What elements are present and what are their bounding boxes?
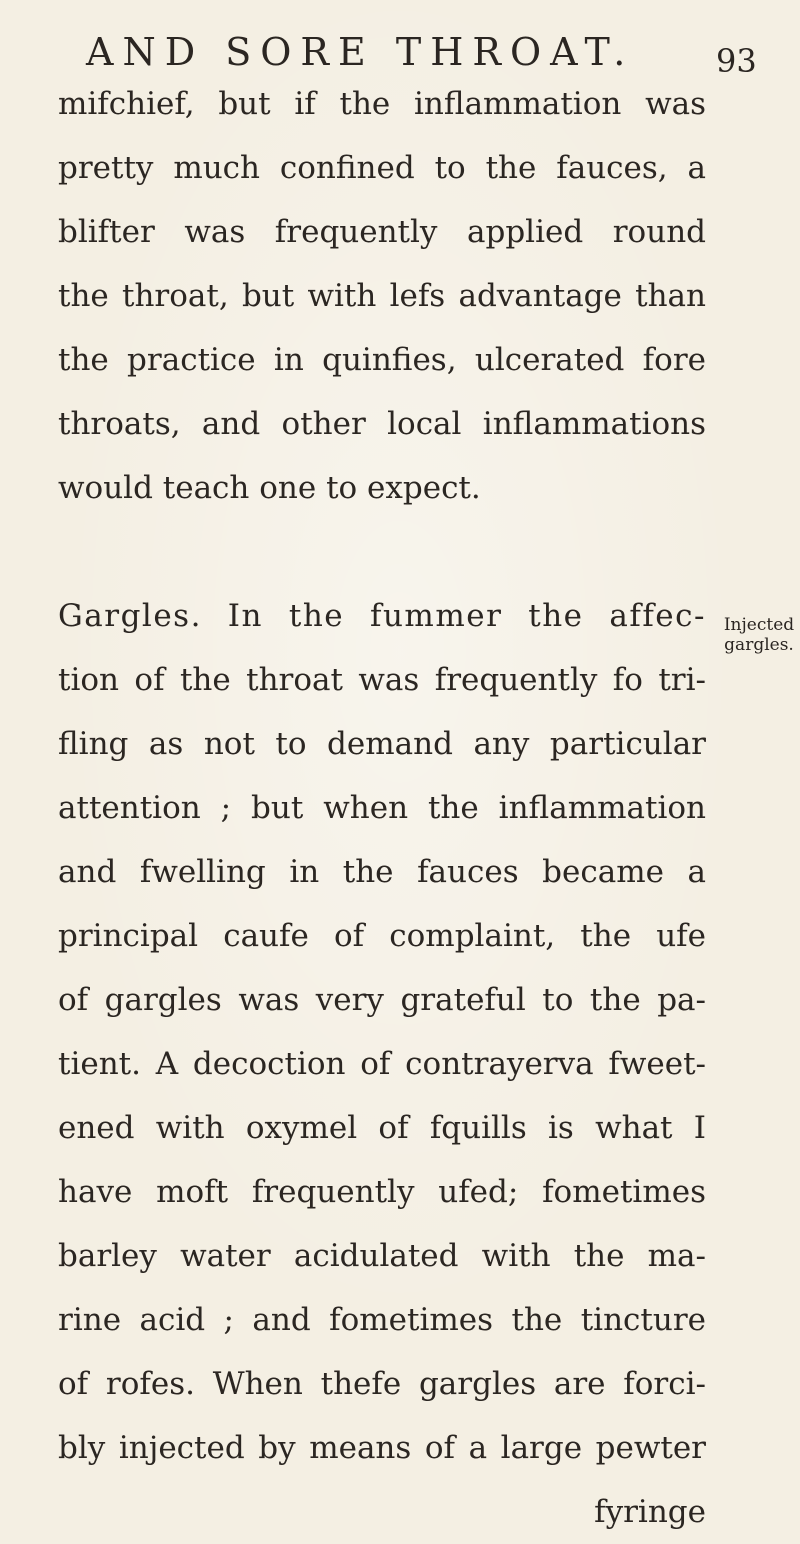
margin-note [720, 615, 798, 655]
text-line: barley water acidulated with the ma- [58, 1238, 706, 1274]
body-text [58, 72, 706, 1544]
text-line: of gargles was very grateful to the pa- [58, 982, 706, 1018]
margin-note-line: gargles. [724, 635, 794, 655]
catchword: fyringe [594, 1494, 706, 1530]
running-head: AND SORE THROAT. [86, 30, 635, 74]
text-line: and fwelling in the fauces became a [58, 854, 706, 890]
text-line: blifter was frequently applied round [58, 214, 706, 250]
text-line: rine acid ; and fometimes the tincture [58, 1302, 706, 1338]
text-line: would teach one to expect. [58, 470, 481, 506]
text-line: pretty much confined to the fauces, a [58, 150, 706, 186]
text-line: the practice in quinfies, ulcerated fore [58, 342, 706, 378]
margin-note-line: Injected [723, 615, 795, 635]
paragraph-break [58, 520, 706, 584]
text-line: tient. A decoction of contrayerva fweet- [58, 1046, 706, 1082]
text-line: have moft frequently ufed; fometimes [58, 1174, 706, 1210]
text-line: principal caufe of complaint, the ufe [58, 918, 706, 954]
text-line: the throat, but with lefs advantage than [58, 278, 706, 314]
text-line: bly injected by means of a large pewter [58, 1430, 706, 1466]
text-line: of rofes. When thefe gargles are forci- [58, 1366, 706, 1402]
text-line: fling as not to demand any particular [58, 726, 706, 762]
text-line: tion of the throat was frequently fo tri- [58, 662, 706, 698]
text-line: Gargles. In the fummer the affec- [58, 598, 706, 634]
text-line: attention ; but when the inflammation [58, 790, 706, 826]
text-line: throats, and other local inflammations [58, 406, 706, 442]
page-number: 93 [716, 42, 757, 80]
text-line: ened with oxymel of fquills is what I [58, 1110, 706, 1146]
text-line: mifchief, but if the inflammation was [58, 86, 706, 122]
